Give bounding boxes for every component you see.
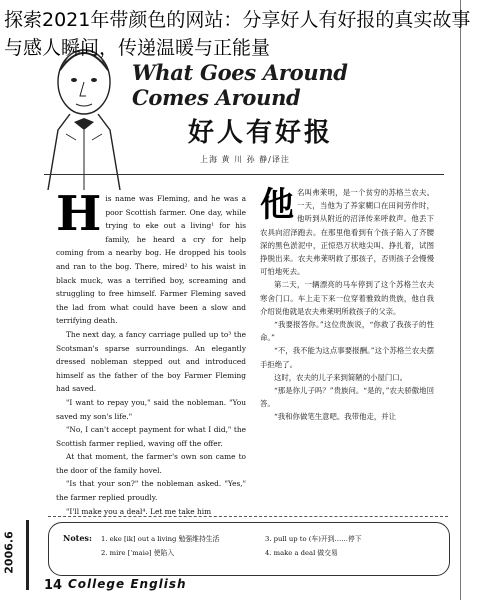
byline: 上海 黄 川 孙 静/译注 (200, 155, 290, 164)
page-number: 14 (44, 578, 63, 593)
en-paragraph: The next day, a fancy carriage pulled up to³ the Scotsman's sparse surroundings. An elegantly dressed nobleman stepped out and introduced himself as the father of the boy Farmer Fleming had saved. (56, 329, 246, 394)
english-column (56, 186, 246, 516)
cn-paragraph: “我和你做笔生意吧。我带他走，并让 (274, 412, 397, 422)
en-paragraph: "No, I can't accept payment for what I did," the Scottish farmer replied, waving off the offer. (56, 425, 246, 448)
cn-paragraph: “那是你儿子吗？”贵族问。“是的，”农夫骄傲地回答。 (260, 386, 434, 409)
en-paragraph: At that moment, the farmer's own son came to the door of the family hovel. (56, 452, 246, 475)
cn-paragraph: 第二天，一辆漂亮的马车停到了这个苏格兰农夫寒舍门口。车上走下来一位穿着雅致的贵族，他自我介绍说他就是农夫弗莱明所救孩子的父亲。 (260, 280, 434, 316)
dropcap-cn: 他 (260, 185, 294, 225)
note-item: 1. eke [ik] out a living 勉强维持生活 (101, 535, 220, 543)
year-bar (26, 520, 29, 590)
note-item: 2. mire [ˈmaiə] 使陷入 (101, 549, 175, 557)
cn-paragraph: “不，我不能为这点事要报酬。”这个苏格兰农夫摆手拒绝了。 (260, 346, 434, 369)
en-paragraph: "I'll make you a deal⁴. Let me take him (66, 506, 212, 516)
cn-paragraph: 他名叫弗莱明，是一个贫穷的苏格兰农夫。一天，当他为了养家糊口在田间劳作时，他听到从附近的沼泽传来呼救声。他丢下农具向沼泽跑去。在那里他看到有个孩子陷入了齐腰深的黑色淤泥中，正惊恐万状地尖叫、挣扎着，试图挣脱出来。农夫弗莱明救了那孩子，否则孩子会慢慢可怕地死去。 (260, 185, 434, 277)
notes-label: Notes: (63, 533, 92, 543)
note-item: 3. pull up to (车)开到……停下 (265, 535, 362, 543)
notes-box (48, 522, 450, 576)
article-title-cn: 好人有好报 (188, 118, 334, 148)
chinese-column (260, 186, 434, 516)
banner-text: 探索2021年带颜色的网站：分享好人有好报的真实故事与感人瞬间，传递温暖与正能量 (4, 9, 471, 59)
en-paragraph: "I want to repay you," said the nobleman. "You saved my son's life." (56, 397, 246, 421)
magazine-name: College English (68, 577, 187, 591)
note-item: 4. make a deal 做交易 (265, 549, 338, 557)
issue-year: 2006.6 (2, 531, 16, 574)
en-paragraph: "Is that your son?" the nobleman asked. "Yes," the farmer replied proudly. (56, 479, 246, 503)
en-paragraph: His name was Fleming, and he was a poor Scottish farmer. One day, while trying to eke out a living¹ for his family, he heard a cry for help coming from a nearby bog. He dropped his tools and ran to the bog. There, mired² to his waist in black muck, was a terrified boy, screaming and struggling to free himself. Farmer Fleming saved the lad from what could have been a slow and terrifying death. (56, 186, 246, 326)
notes-divider (48, 516, 448, 517)
article-title-en: What Goes Around Comes Around (132, 60, 348, 110)
cn-paragraph: “我要报答你。”这位贵族说，“你救了我孩子的性命。” (260, 320, 434, 343)
overlay-banner (0, 0, 494, 116)
cn-paragraph: 这时，农夫的儿子来到简陋的小屋门口。 (274, 372, 408, 382)
title-divider (44, 174, 444, 175)
dropcap-en: H (56, 186, 102, 242)
